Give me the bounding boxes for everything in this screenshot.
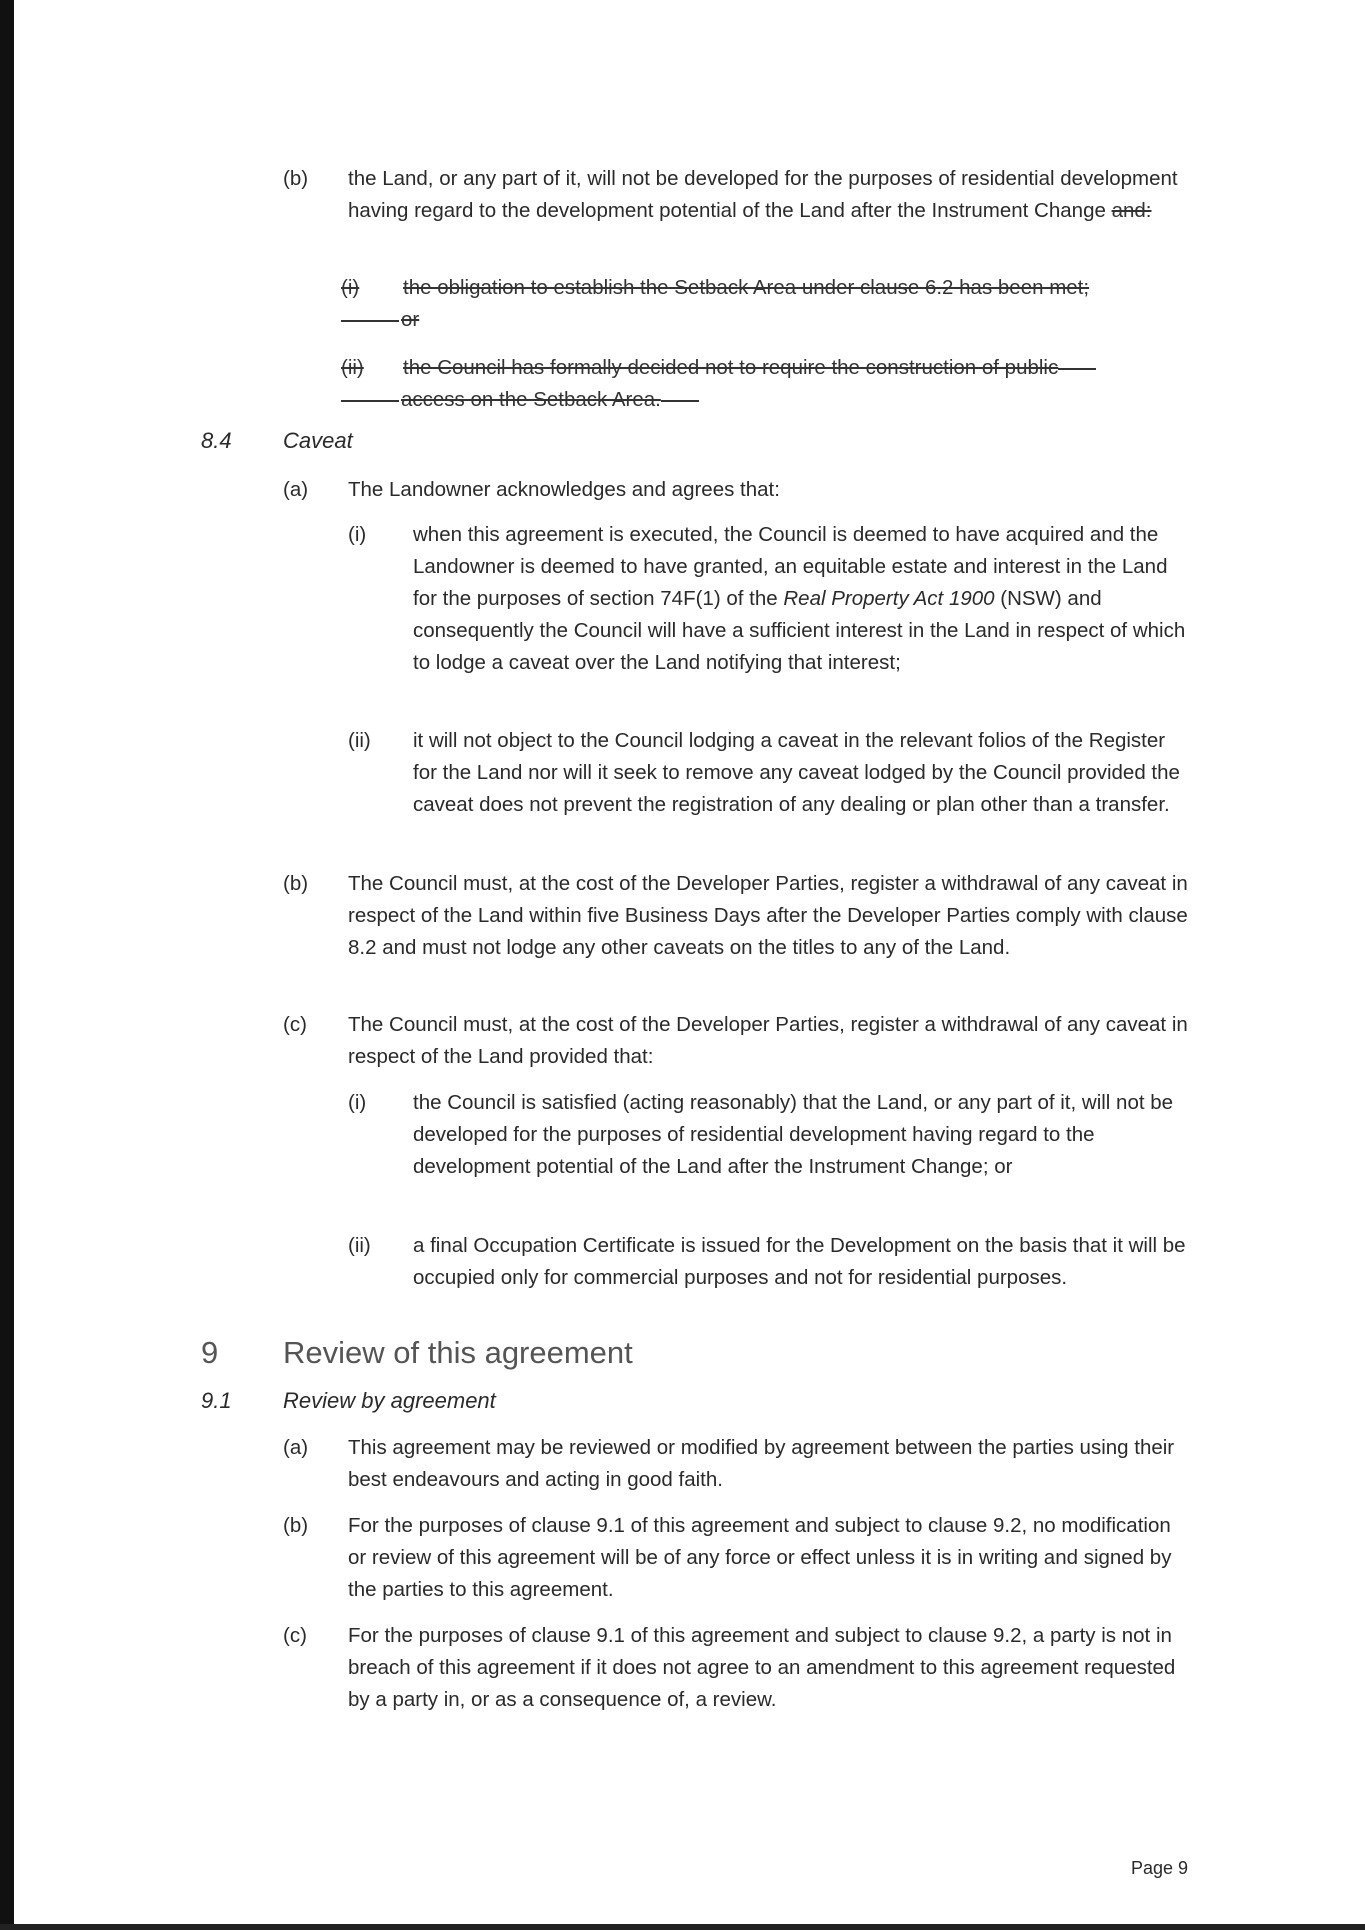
clause-8-4-a-i-part1: when this agreement is executed, the Council is deemed to have acquired and the Landowner is deemed to have granted, an equitable estate and interest in the Land for the purposes of section 74F(1) of the [413,523,1168,610]
deleted-ii-cont: access on the Setback Area. [401,388,661,411]
clause-8-4-c-i-label: (i) [348,1091,367,1114]
deleted-clause-8-3-b-ii [341,352,1211,384]
binding-edge [0,0,14,1924]
deleted-clause-8-3-b-i [341,272,1191,304]
clause-9-1-b-text: For the purposes of clause 9.1 of this agreement and subject to clause 9.2, no modification or review of this agreement will be of any force or effect unless it is in writing and signed by the parties to this agreement. [348,1514,1172,1601]
clause-8-4-title: Caveat [283,428,353,453]
clause-9-number: 9 [201,1335,219,1370]
deleted-i-label: (i) [341,276,360,299]
clause-8-4-a-ii-text: it will not object to the Council lodging a caveat in the relevant folios of the Register for the Land nor will it seek to remove any caveat lodged by the Council provided the caveat does not prevent the registration of any dealing or plan other than a transfer. [413,729,1180,816]
clause-8-4-c-ii-label: (ii) [348,1234,371,1257]
deleted-or: or [401,308,420,331]
clause-9-1-b-label: (b) [283,1514,309,1537]
strike-dash [341,320,399,322]
clause-8-3-b-label: (b) [283,167,309,190]
page-number: Page 9 [1131,1858,1189,1878]
clause-9-title: Review of this agreement [283,1335,633,1370]
deleted-clause-8-3-b-i-cont [341,304,1191,336]
clause-9-1-a-label: (a) [283,1436,309,1459]
clause-8-4-a-i-part2: (NSW) and consequently the Council will have a sufficient interest in the Land in respect of which to lodge a caveat over the Land notifying that interest; [413,587,1186,674]
clause-8-3-b-text [348,163,1188,227]
deleted-clause-8-3-b-ii-cont [341,384,1191,416]
clause-8-4-c-label: (c) [283,1013,307,1036]
act-title: Real Property Act 1900 [783,587,995,610]
clause-9-1-c-text: For the purposes of clause 9.1 of this agreement and subject to clause 9.2, a party is not in breach of this agreement if it does not agree to an amendment to this agreement requested by a party in, or as a consequence of, a review. [348,1624,1176,1711]
clause-8-4-a-i-label: (i) [348,523,367,546]
clause-8-4-number: 8.4 [201,428,232,453]
strike-dash [341,400,399,402]
strike-dash [661,400,699,402]
clause-8-4-a-ii-label: (ii) [348,729,371,752]
clause-9-1-number: 9.1 [201,1388,232,1413]
deleted-and: and: [1111,199,1152,222]
clause-8-4-b-label: (b) [283,872,309,895]
clause-8-4-c-i-text: the Council is satisfied (acting reasonably) that the Land, or any part of it, will not be developed for the purposes of residential development having regard to the development potential of the Land after the Instrument Change; or [413,1091,1174,1178]
strike-dash [1058,368,1096,370]
clause-8-4-b-text: The Council must, at the cost of the Developer Parties, register a withdrawal of any caveat in respect of the Land within five Business Days after the Developer Parties comply with clause 8.2 and must not lodge any other caveats on the titles to any of the Land. [348,872,1188,959]
clause-8-4-a-text: The Landowner acknowledges and agrees that: [348,478,780,501]
clause-8-4-c-ii-text: a final Occupation Certificate is issued for the Development on the basis that it will be occupied only for commercial purposes and not for residential purposes. [413,1234,1186,1289]
clause-8-3-b-body: the Land, or any part of it, will not be developed for the purposes of residential development having regard to the development potential of the Land after the Instrument Change [348,167,1178,222]
clause-8-4-a-label: (a) [283,478,309,501]
clause-9-1-title: Review by agreement [283,1388,496,1413]
clause-9-1-a-text: This agreement may be reviewed or modified by agreement between the parties using their best endeavours and acting in good faith. [348,1436,1175,1491]
clause-8-4-a-i-text [413,519,1193,679]
clause-8-4-c-text: The Council must, at the cost of the Developer Parties, register a withdrawal of any caveat in respect of the Land provided that: [348,1013,1188,1068]
scan-bottom-edge [0,1924,1365,1930]
deleted-ii-label: (ii) [341,356,364,379]
deleted-i-text: the obligation to establish the Setback Area under clause 6.2 has been met; [403,276,1090,299]
deleted-ii-text: the Council has formally decided not to require the construction of public [403,356,1059,379]
clause-9-1-c-label: (c) [283,1624,307,1647]
